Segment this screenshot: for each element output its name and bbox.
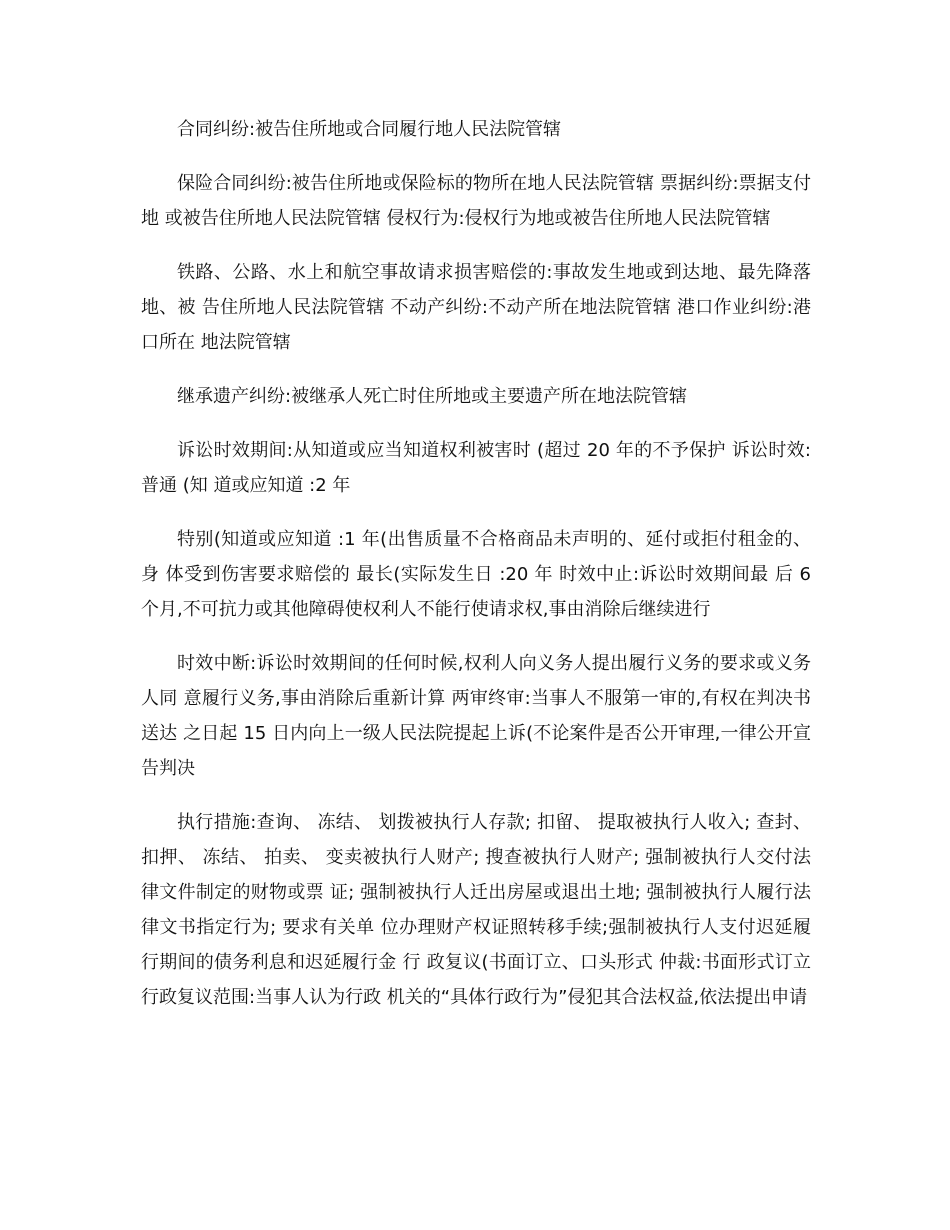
paragraph-limitation-period: 诉讼时效期间:从知道或应当知道权利被害时 (超过 20 年的不予保护 诉讼时效:普通 (知 道或应知道 :2 年 [141, 440, 811, 496]
paragraph-accident-compensation: 铁路、公路、水上和航空事故请求损害赔偿的:事故发生地或到达地、最先降落地、被 告住所地人民法院管辖 不动产纠纷:不动产所在地法院管辖 港口作业纠纷:港口所在 地法院管辖 [141, 262, 811, 353]
paragraph-insurance-dispute: 保险合同纠纷:被告住所地或保险标的物所在地人民法院管辖 票据纠纷:票据支付地 或被告住所地人民法院管辖 侵权行为:侵权行为地或被告住所地人民法院管辖 [141, 173, 811, 229]
paragraph-contract-dispute: 合同纠纷:被告住所地或合同履行地人民法院管辖 [177, 119, 562, 140]
paragraph-special-limitation: 特别(知道或应知道 :1 年(出售质量不合格商品未声明的、延付或拒付租金的、身 体受到伤害要求赔偿的 最长(实际发生日 :20 年 时效中止:诉讼时效期间最 后 6 个月,不可抗力或其他障碍使权利人不能行使请求权,事由消除后继续进行 [141, 529, 811, 620]
paragraph-enforcement-measures: 执行措施:查询、 冻结、 划拨被执行人存款; 扣留、 提取被执行人收入; 查封、 扣押、 冻结、 拍卖、 变卖被执行人财产; 搜查被执行人财产; 强制被执行人交付法律文件制定的财物或票 证; 强制被执行人迁出房屋或退出土地; 强制被执行人履行法律文书指定行为; 要求有关单 位办理财产权证照转移手续;强制被执行人支付迟延履行期间的债务利息和迟延履行金 行 政复议(书面订立、口头形式 仲裁:书面形式订立 行政复议范围:当事人认为行政 机关的“具体行政行为”侵犯其合法权益,依法提出申请 [141, 812, 811, 1008]
paragraph-inheritance-dispute: 继承遗产纠纷:被继承人死亡时住所地或主要遗产所在地法院管辖 [177, 386, 688, 407]
paragraph-interruption: 时效中断:诉讼时效期间的任何时候,权利人向义务人提出履行义务的要求或义务人同 意履行义务,事由消除后重新计算 两审终审:当事人不服第一审的,有权在判决书送达 之日起 15 日内向上一级人民法院提起上诉(不论案件是否公开审理,一律公开宣告判决 [141, 653, 811, 779]
document-page [141, 112, 811, 1034]
